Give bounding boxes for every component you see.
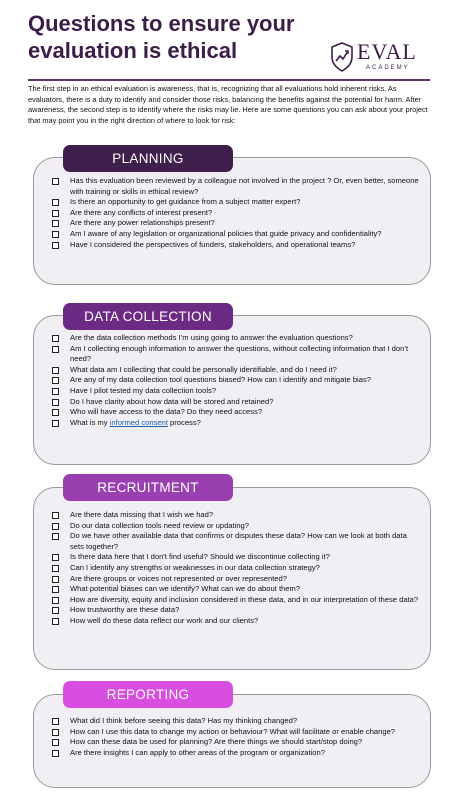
data-collection-list [50, 333, 422, 428]
list-item: Do I have clarity about how data will be stored and retained? [50, 397, 422, 408]
checkbox-icon[interactable] [52, 420, 59, 427]
intro-paragraph: The first step in an ethical evaluation is awareness, that is, recognizing that all evaluations hold inherent risks. As evaluators, there is a duty to identify and consider those risks, balancing the benefits against the potential for harm. After awareness, the second step is to identify where the risks may lie. Here are some questions you can ask about your project that may point you in the right direction of where to look for risk: [28, 84, 428, 125]
list-item: How well do these data reflect our work and our clients? [50, 616, 422, 627]
list-item: Is there an opportunity to get guidance from a subject matter expert? [50, 197, 422, 208]
checkbox-icon[interactable] [52, 576, 59, 583]
list-item: Are there groups or voices not represented or over represented? [50, 574, 422, 585]
list-item: Are any of my data collection tool questions biased? How can I identify and mitigate bias? [50, 375, 422, 386]
checkbox-icon[interactable] [52, 377, 59, 384]
checkbox-icon[interactable] [52, 335, 59, 342]
page-title [28, 10, 328, 64]
checkbox-icon[interactable] [52, 231, 59, 238]
list-item: What did I think before seeing this data? Has my thinking changed? [50, 716, 422, 727]
list-item: What is my informed consent process? [50, 418, 422, 429]
list-item: Have I pilot tested my data collection tools? [50, 386, 422, 397]
checkbox-icon[interactable] [52, 607, 59, 614]
list-item: Do our data collection tools need review or updating? [50, 521, 422, 532]
list-item: Are there data missing that I wish we had? [50, 510, 422, 521]
list-item: Can I identify any strengths or weaknesses in our data collection strategy? [50, 563, 422, 574]
checkbox-icon[interactable] [52, 718, 59, 725]
list-item: Do we have other available data that confirms or disputes these data? How can we look at both data sets together? [50, 531, 422, 552]
reporting-list [50, 716, 422, 758]
checkbox-icon[interactable] [52, 199, 59, 206]
checkbox-icon[interactable] [52, 409, 59, 416]
list-item: Have I considered the perspectives of funders, stakeholders, and operational teams? [50, 240, 422, 251]
checkbox-icon[interactable] [52, 523, 59, 530]
checkbox-icon[interactable] [52, 210, 59, 217]
checkbox-icon[interactable] [52, 367, 59, 374]
logo-subtitle: ACADEMY [366, 65, 410, 71]
checkbox-icon[interactable] [52, 533, 59, 540]
list-item: How can I use this data to change my action or behaviour? What will facilitate or enable change? [50, 727, 422, 738]
recruitment-header: RECRUITMENT [63, 474, 233, 501]
list-item: What data am I collecting that could be personally identifiable, and do I need it? [50, 365, 422, 376]
planning-header: PLANNING [63, 145, 233, 172]
title-line-1: Questions to ensure your [28, 11, 295, 36]
list-item: How are diversity, equity and inclusion considered in these data, and in our interpretation of these data? [50, 595, 422, 606]
logo-name: EVAL [357, 39, 417, 64]
list-item: Are there any power relationships present? [50, 218, 422, 229]
checkbox-icon[interactable] [52, 388, 59, 395]
checkbox-icon[interactable] [52, 750, 59, 757]
checkbox-icon[interactable] [52, 220, 59, 227]
checkbox-icon[interactable] [52, 618, 59, 625]
checkbox-icon[interactable] [52, 399, 59, 406]
checkbox-icon[interactable] [52, 512, 59, 519]
recruitment-list [50, 510, 422, 627]
list-item: How trustworthy are these data? [50, 605, 422, 616]
list-item: What potential biases can we identify? What can we do about them? [50, 584, 422, 595]
list-item: Has this evaluation been reviewed by a colleague not involved in the project ? Or, even better, someone with training or skills in ethical review? [50, 176, 422, 197]
list-item: Am I collecting enough information to answer the questions, without collecting information that I don’t need? [50, 344, 422, 365]
checkbox-icon[interactable] [52, 242, 59, 249]
list-item: Are there any conflicts of interest present? [50, 208, 422, 219]
checkbox-icon[interactable] [52, 565, 59, 572]
checkbox-icon[interactable] [52, 178, 59, 185]
eval-academy-logo [330, 40, 430, 76]
data-collection-header: DATA COLLECTION [63, 303, 233, 330]
title-line-2: evaluation is ethical [28, 38, 238, 63]
checkbox-icon[interactable] [52, 586, 59, 593]
checkbox-icon[interactable] [52, 729, 59, 736]
informed-consent-link[interactable]: informed consent [109, 417, 168, 427]
list-item: Is there data here that I don't find useful? Should we discontinue collecting it? [50, 552, 422, 563]
checkbox-icon[interactable] [52, 739, 59, 746]
list-item: Who will have access to the data? Do they need access? [50, 407, 422, 418]
list-item: How can these data be used for planning? Are there things we should start/stop doing? [50, 737, 422, 748]
list-item: Am I aware of any legislation or organizational policies that guide privacy and confidentiality? [50, 229, 422, 240]
list-item: Are the data collection methods I’m using going to answer the evaluation questions? [50, 333, 422, 344]
planning-list [50, 176, 422, 250]
list-item: Are there insights I can apply to other areas of the program or organization? [50, 748, 422, 759]
shield-logo-icon [330, 42, 354, 72]
title-divider [28, 79, 430, 81]
reporting-header: REPORTING [63, 681, 233, 708]
checkbox-icon[interactable] [52, 346, 59, 353]
checkbox-icon[interactable] [52, 554, 59, 561]
checkbox-icon[interactable] [52, 597, 59, 604]
